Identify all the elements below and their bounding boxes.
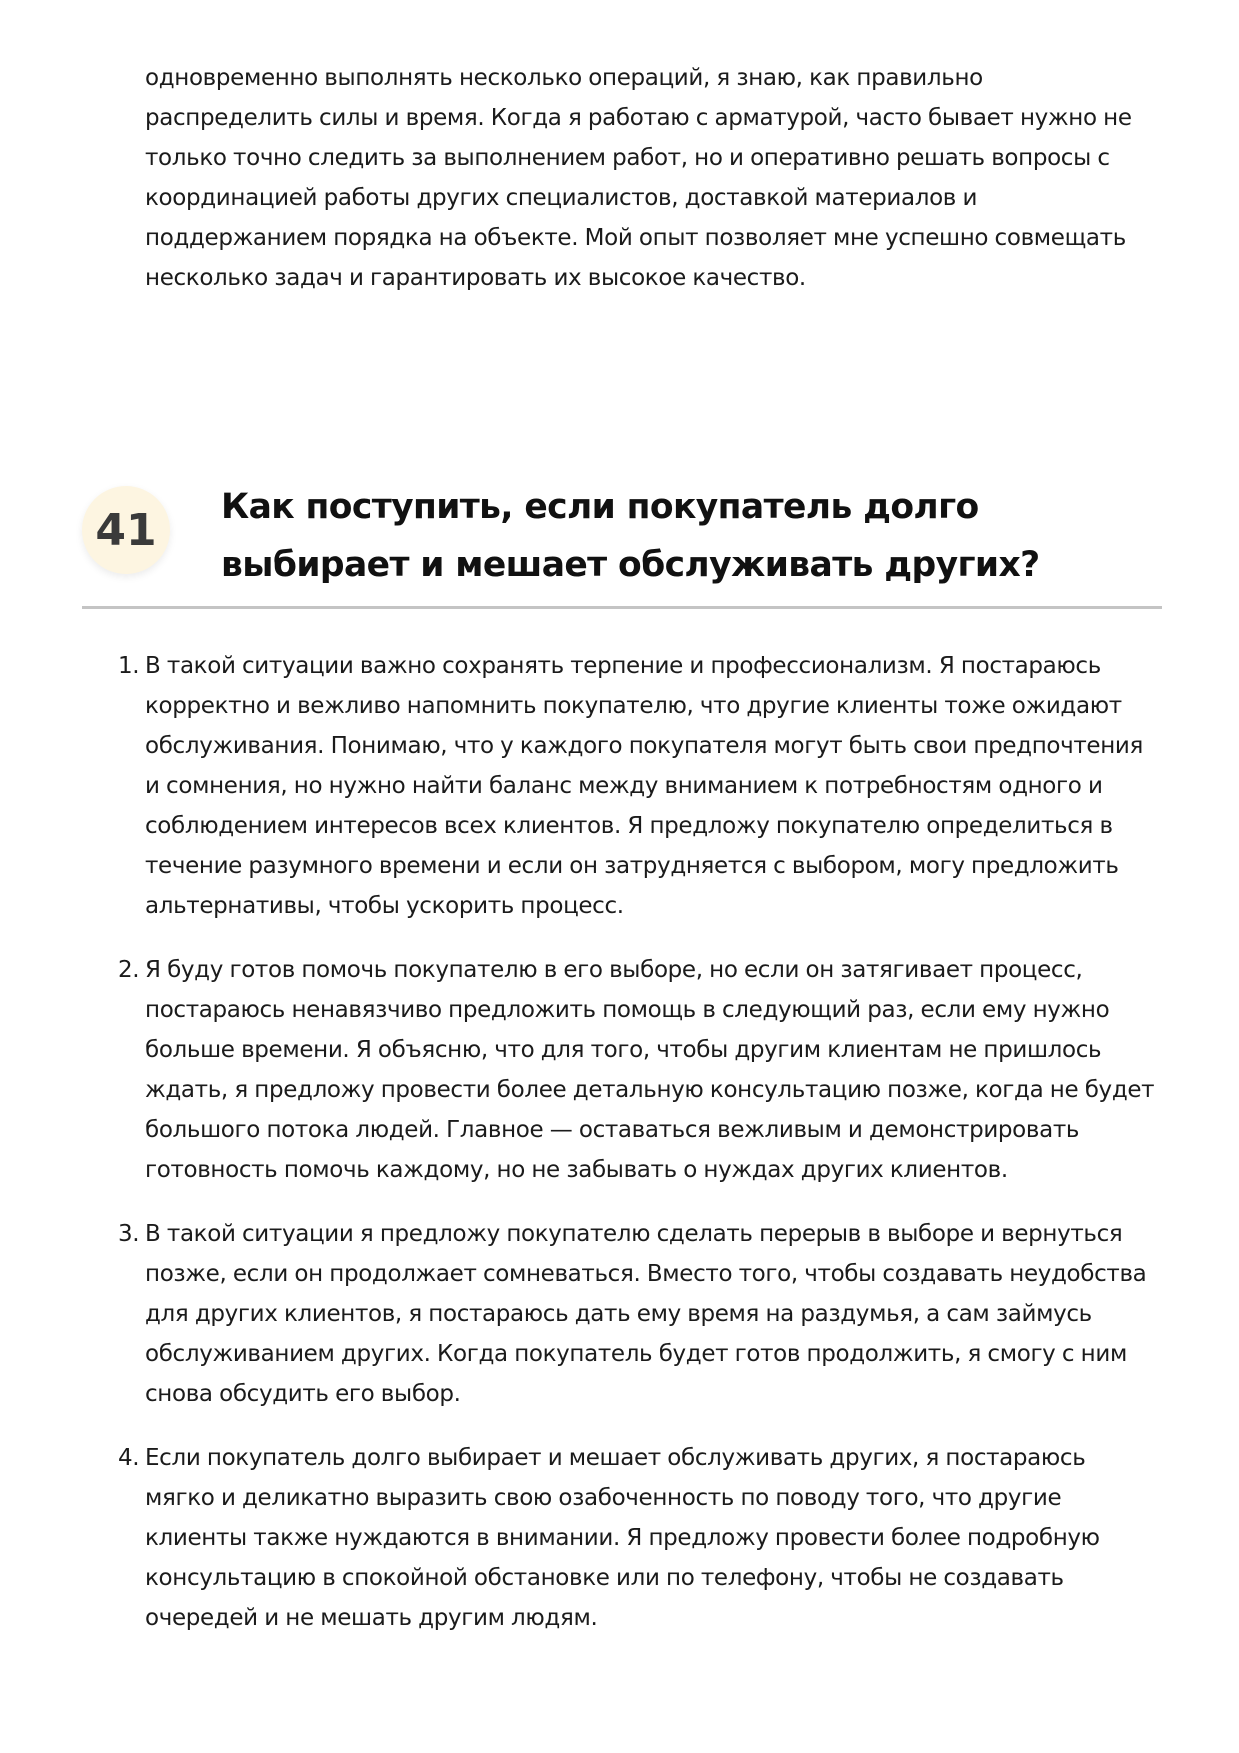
question-title: Как поступить, если покупатель долго выбирает и мешает обслуживать других? xyxy=(221,487,1040,585)
answer-item xyxy=(118,1438,1157,1638)
answer-number: 3. xyxy=(118,1221,140,1247)
answer-number: 2. xyxy=(118,957,140,983)
intro-paragraph: одновременно выполнять несколько операций, я знаю, как правильно распределить силы и время. Когда я работаю с арматурой, часто бывает нужно не только точно следить за выполнением работ, но и оперативно решать вопросы с координацией работы других специалистов, доставкой материалов и поддержанием порядка на объекте. Мой опыт позволяет мне успешно совмещать несколько задач и гарантировать их высокое качество. xyxy=(145,65,1132,291)
question-number-badge: 41 xyxy=(82,486,170,574)
answer-item xyxy=(118,1214,1157,1414)
answer-text: Если покупатель долго выбирает и мешает обслуживать других, я постараюсь мягко и деликатно выразить свою озабоченность по поводу того, что другие клиенты также нуждаются в внимании. Я предложу провести более подробную консультацию в спокойной обстановке или по телефону, чтобы не создавать очередей и не мешать другим людям. xyxy=(145,1445,1100,1631)
answer-text: В такой ситуации важно сохранять терпение и профессионализм. Я постараюсь корректно и вежливо напомнить покупателю, что другие клиенты тоже ожидают обслуживания. Понимаю, что у каждого покупателя могут быть свои предпочтения и сомнения, но нужно найти баланс между вниманием к потребностям одного и соблюдением интересов всех клиентов. Я предложу покупателю определиться в течение разумного времени и если он затрудняется с выбором, могу предложить альтернативы, чтобы ускорить процесс. xyxy=(145,653,1143,919)
answer-text: Я буду готов помочь покупателю в его выборе, но если он затягивает процесс, постараюсь ненавязчиво предложить помощь в следующий раз, если ему нужно больше времени. Я объясню, что для того, чтобы другим клиентам не пришлось ждать, я предложу провести более детальную консультацию позже, когда не будет большого потока людей. Главное — оставаться вежливым и демонстрировать готовность помочь каждому, но не забывать о нуждах других клиентов. xyxy=(145,957,1155,1183)
answer-number: 1. xyxy=(118,653,140,679)
answer-item xyxy=(118,950,1157,1190)
answer-list xyxy=(118,646,1157,1662)
answer-item xyxy=(118,646,1157,926)
answer-number: 4. xyxy=(118,1445,140,1471)
question-header xyxy=(82,478,1162,609)
answer-text: В такой ситуации я предложу покупателю сделать перерыв в выборе и вернуться позже, если он продолжает сомневаться. Вместо того, чтобы создавать неудобства для других клиентов, я постараюсь дать ему время на раздумья, а сам займусь обслуживанием других. Когда покупатель будет готов продолжить, я смогу с ним снова обсудить его выбор. xyxy=(145,1221,1147,1407)
